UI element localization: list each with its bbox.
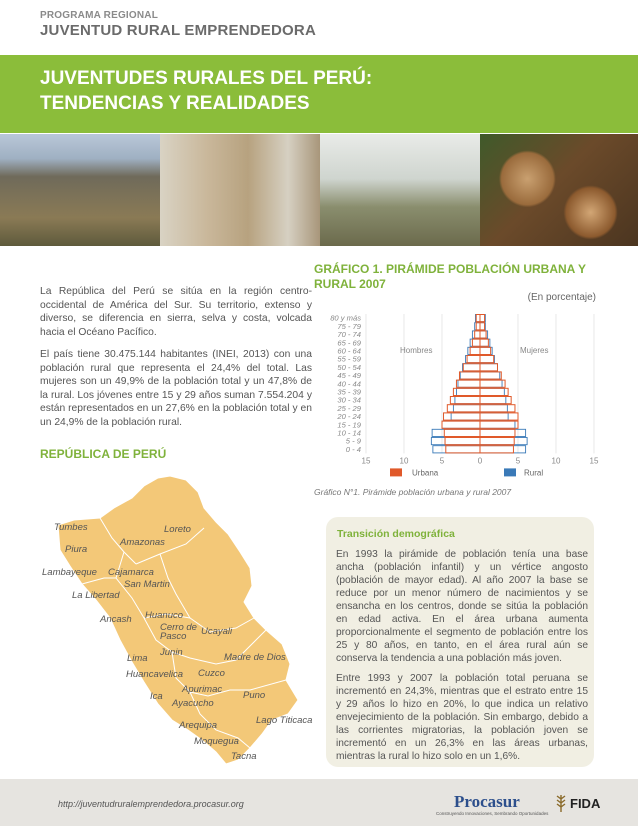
- rural-bar-hombres: [455, 397, 480, 404]
- rural-bar-mujeres: [480, 356, 494, 363]
- rural-bar-mujeres: [480, 405, 507, 412]
- map-label-tumbes: Tumbes: [54, 522, 88, 533]
- urban-bar-mujeres: [480, 380, 505, 387]
- fida-logo: FIDA: [570, 796, 601, 811]
- urban-bar-hombres: [447, 405, 480, 412]
- map-label-lima: Lima: [127, 653, 148, 664]
- photo-group: [160, 134, 320, 246]
- x-tick-label: 5: [515, 456, 521, 466]
- age-group-label: 65 - 69: [337, 338, 361, 348]
- map-label-ancash: Ancash: [100, 614, 132, 625]
- age-group-label: 70 - 74: [337, 330, 361, 340]
- rural-bar-mujeres: [480, 438, 527, 445]
- map-label-apurimac: Apurimac: [182, 684, 223, 695]
- x-tick-label: 0: [477, 456, 483, 466]
- urban-bar-hombres: [446, 446, 480, 453]
- rural-bar-hombres: [458, 380, 480, 387]
- rural-bar-mujeres: [480, 397, 506, 404]
- program-name: JUVENTUD RURAL EMPRENDEDORA: [40, 22, 316, 39]
- urban-bar-mujeres: [480, 397, 511, 404]
- map-label-arequipa: Arequipa: [179, 720, 218, 731]
- urban-bar-hombres: [444, 413, 480, 420]
- rural-bar-hombres: [433, 446, 480, 453]
- map-label-huancavelica: Huancavelica: [126, 669, 184, 680]
- x-tick-label: 5: [439, 456, 445, 466]
- intro-paragraph-2: El país tiene 30.475.144 habitantes (INEI, 2013) con una población rural que representa el 24,4% del total. Las mujeres son un 49,9% de la población total y un 47,8% de la rural. Los jóvenes entre 15 y 29 años suman 7.554.204 y están representados en un 27,6% en la población total y en un 24,9% de la población rural.: [40, 349, 312, 428]
- age-group-label: 40 - 44: [337, 379, 361, 389]
- map-label-junin: Junin: [160, 647, 183, 658]
- rural-bar-hombres: [470, 339, 480, 346]
- urban-bar-mujeres: [480, 339, 488, 346]
- rural-bar-hombres: [453, 405, 480, 412]
- rural-bar-mujeres: [480, 388, 504, 395]
- map-title: REPÚBLICA DE PERÚ: [40, 447, 167, 461]
- procasur-logo: Procasur: [454, 792, 520, 811]
- urban-bar-hombres: [476, 323, 480, 330]
- population-pyramid-chart: [312, 305, 602, 485]
- age-group-label: 20 - 24: [337, 412, 361, 422]
- chart-label-mujeres: Mujeres: [520, 346, 549, 355]
- intro-paragraph-1: La República del Perú se sitúa en la región centro-occidental de América del Sur. Su territorio, extenso y diverso, se diferencia en sierra, selva y costa, volcada hacia el Océano Pacífico.: [40, 286, 312, 338]
- intro-text: [40, 285, 312, 438]
- age-group-label: 30 - 34: [337, 395, 361, 405]
- urban-bar-mujeres: [480, 323, 485, 330]
- map-label-la-libertad: La Libertad: [72, 590, 120, 601]
- rural-bar-hombres: [466, 356, 480, 363]
- rural-bar-hombres: [463, 364, 480, 371]
- legend-label-urbana: Urbana: [412, 468, 439, 478]
- x-tick-label: 10: [551, 456, 561, 466]
- rural-bar-hombres: [472, 331, 480, 338]
- map-label-cerro-de: Cerro de: [160, 622, 197, 633]
- age-group-label: 15 - 19: [337, 420, 361, 430]
- procasur-tagline: Construyendo Innovaciones, Sembrando Oportunidades: [436, 811, 549, 816]
- page-title-line2: TENDENCIAS Y REALIDADES: [40, 93, 310, 114]
- rural-bar-hombres: [451, 413, 480, 420]
- urban-bar-mujeres: [480, 364, 497, 371]
- map-label-lambayeque: Lambayeque: [42, 567, 97, 578]
- legend-swatch-urbana: [390, 468, 402, 476]
- urban-bar-mujeres: [480, 421, 518, 428]
- legend-swatch-rural: [504, 468, 516, 476]
- program-label: PROGRAMA REGIONAL: [40, 10, 159, 21]
- urban-bar-mujeres: [480, 405, 515, 412]
- map-label-piura: Piura: [65, 544, 88, 555]
- urban-bar-hombres: [470, 347, 480, 354]
- map-label-huanuco: Huanuco: [145, 610, 184, 621]
- map-label-ayacucho: Ayacucho: [172, 698, 214, 709]
- age-group-label: 60 - 64: [337, 346, 361, 356]
- age-group-label: 25 - 29: [337, 403, 361, 413]
- urban-bar-hombres: [459, 372, 480, 379]
- map-label-loreto: Loreto: [164, 524, 191, 535]
- rural-bar-mujeres: [480, 364, 497, 371]
- page-title: [40, 66, 372, 116]
- urban-bar-hombres: [472, 339, 480, 346]
- map-label-ica: Ica: [150, 691, 163, 702]
- photo-mountains: [0, 134, 160, 246]
- age-group-label: 55 - 59: [337, 354, 361, 364]
- age-group-label: 50 - 54: [337, 362, 361, 372]
- urban-bar-mujeres: [480, 347, 491, 354]
- chart-caption: Gráfico N°1. Pirámide población urbana y rural 2007: [314, 487, 512, 497]
- map-label-pasco: Pasco: [160, 631, 187, 642]
- age-group-label: 80 y más: [330, 313, 361, 323]
- rural-bar-hombres: [442, 421, 480, 428]
- chart-label-hombres: Hombres: [400, 346, 433, 355]
- urban-bar-mujeres: [480, 372, 501, 379]
- urban-bar-hombres: [442, 421, 480, 428]
- urban-bar-hombres: [453, 388, 480, 395]
- photo-greenhouse: [320, 134, 480, 246]
- chart-bars: [431, 315, 527, 453]
- rural-bar-mujeres: [480, 421, 515, 428]
- urban-bar-hombres: [444, 429, 480, 436]
- rural-bar-hombres: [475, 323, 480, 330]
- urban-bar-mujeres: [480, 438, 514, 445]
- urban-bar-hombres: [475, 331, 480, 338]
- map-label-moquegua: Moquegua: [194, 736, 239, 747]
- age-group-label: 10 - 14: [337, 428, 361, 438]
- info-box-paragraph-2: Entre 1993 y 2007 la población total peruana se incrementó en 24,3%, mientras que el estrato entre 15 y 29 años lo hizo en 20%, lo que indica un relativo envejecimiento de la población. Sin embargo, debido a las corrientes migratorias, la población joven se incrementó en un 26,3% en las áreas urbanas, mientras la rural lo hizo solo en un 1,6%.: [336, 673, 588, 762]
- urban-bar-hombres: [476, 315, 480, 322]
- x-tick-label: 15: [589, 456, 599, 466]
- x-tick-label: 10: [399, 456, 409, 466]
- urban-bar-mujeres: [480, 315, 485, 322]
- map-label-amazonas: Amazonas: [120, 537, 165, 548]
- chart-subtitle: (En porcentaje): [527, 292, 596, 303]
- fida-wheat-icon: [553, 793, 569, 813]
- urban-bar-mujeres: [480, 356, 494, 363]
- rural-bar-mujeres: [480, 429, 526, 436]
- footer-url-link[interactable]: http://juventudruralemprendedora.procasur.org: [58, 799, 244, 809]
- urban-bar-hombres: [467, 356, 480, 363]
- map-label-lago-titicaca: Lago Titicaca: [256, 715, 313, 726]
- map-label-san-martin: San Martin: [124, 579, 170, 590]
- rural-bar-hombres: [432, 429, 480, 436]
- rural-bar-mujeres: [480, 413, 508, 420]
- urban-bar-hombres: [456, 380, 480, 387]
- photo-strip: [0, 134, 638, 246]
- photo-mushrooms: [480, 134, 638, 246]
- page-title-line1: JUVENTUDES RURALES DEL PERÚ:: [40, 68, 373, 89]
- urban-bar-mujeres: [480, 331, 486, 338]
- chart-title: GRÁFICO 1. PIRÁMIDE POBLACIÓN URBANA Y RURAL 2007: [314, 262, 586, 291]
- map-label-cuzco: Cuzco: [198, 668, 225, 679]
- info-box-title: Transición demográfica: [337, 528, 455, 540]
- map-label-puno: Puno: [243, 690, 266, 701]
- urban-bar-hombres: [445, 438, 480, 445]
- age-group-label: 75 - 79: [337, 321, 361, 331]
- age-group-label: 35 - 39: [337, 387, 361, 397]
- rural-bar-mujeres: [480, 372, 500, 379]
- map-label-cajamarca: Cajamarca: [108, 567, 154, 578]
- map-label-tacna: Tacna: [231, 751, 257, 762]
- rural-bar-mujeres: [480, 380, 502, 387]
- age-group-label: 0 - 4: [345, 444, 361, 454]
- age-group-label: 45 - 49: [337, 371, 361, 381]
- urban-bar-mujeres: [480, 413, 518, 420]
- info-box-text: [336, 548, 588, 770]
- x-tick-label: 15: [361, 456, 371, 466]
- info-box-paragraph-1: En 1993 la pirámide de población tenía una base ancha (población infantil) y un vértice angosto (población de mayor edad). Al año 2007 la base se reduce por un menor número de nacimientos y se ensancha en los centros, donde se sitúa la población en edad activa. En el área urbana aumenta proporcionalmente el segmento de población entre los 25 y 80 años, en tanto, en el área rural aún se conserva la tendencia a una población más joven.: [336, 549, 588, 664]
- urban-bar-mujeres: [480, 429, 515, 436]
- urban-bar-hombres: [463, 364, 480, 371]
- urban-bar-mujeres: [480, 446, 513, 453]
- legend-label-rural: Rural: [524, 468, 544, 478]
- rural-bar-hombres: [431, 438, 480, 445]
- map-label-ucayali: Ucayali: [201, 626, 233, 637]
- rural-bar-mujeres: [480, 446, 526, 453]
- rural-bar-hombres: [456, 388, 480, 395]
- rural-bar-hombres: [460, 372, 480, 379]
- age-group-label: 5 - 9: [345, 436, 361, 446]
- map-label-madre-de-dios: Madre de Dios: [224, 652, 286, 663]
